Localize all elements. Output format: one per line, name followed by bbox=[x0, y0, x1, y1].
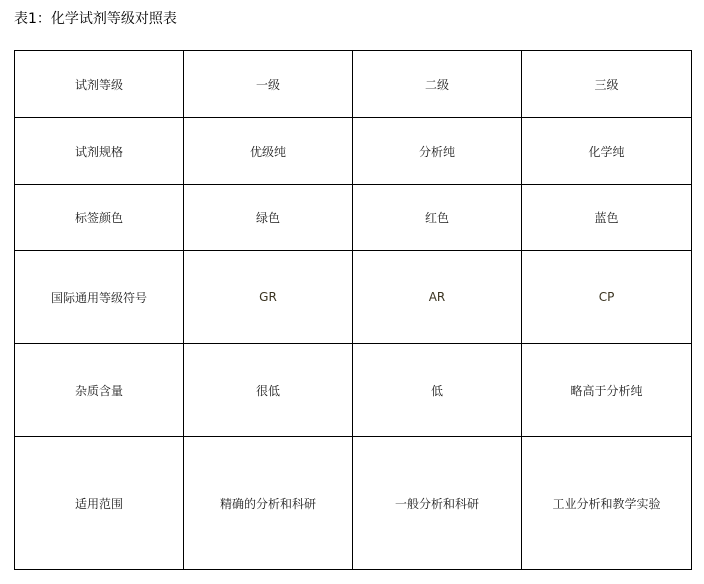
table-cell: 分析纯 bbox=[353, 118, 522, 185]
table-cell: CP bbox=[522, 251, 692, 344]
table-cell: 精确的分析和科研 bbox=[184, 437, 353, 570]
table-cell: 红色 bbox=[353, 185, 522, 251]
table-row-spec bbox=[15, 118, 692, 185]
table-caption: 表1：化学试剂等级对照表 bbox=[14, 11, 177, 27]
row-header-cell: 标签颜色 bbox=[15, 185, 184, 251]
reagent-grade-table bbox=[14, 50, 692, 570]
table-cell: 一般分析和科研 bbox=[353, 437, 522, 570]
table-cell: 工业分析和教学实验 bbox=[522, 437, 692, 570]
table-cell: 优级纯 bbox=[184, 118, 353, 185]
table-row-label-color bbox=[15, 185, 692, 251]
row-header-cell: 杂质含量 bbox=[15, 344, 184, 437]
table-cell: 三级 bbox=[522, 51, 692, 118]
table-cell: 一级 bbox=[184, 51, 353, 118]
table-cell: AR bbox=[353, 251, 522, 344]
table-cell: 绿色 bbox=[184, 185, 353, 251]
table-cell: 蓝色 bbox=[522, 185, 692, 251]
table-cell: GR bbox=[184, 251, 353, 344]
table-row-grade bbox=[15, 51, 692, 118]
row-header-cell: 试剂等级 bbox=[15, 51, 184, 118]
table-cell: 低 bbox=[353, 344, 522, 437]
table-cell: 二级 bbox=[353, 51, 522, 118]
table-cell: 很低 bbox=[184, 344, 353, 437]
table-cell: 化学纯 bbox=[522, 118, 692, 185]
table-row-usage bbox=[15, 437, 692, 570]
table-row-impurity bbox=[15, 344, 692, 437]
table-row-symbol bbox=[15, 251, 692, 344]
row-header-cell: 试剂规格 bbox=[15, 118, 184, 185]
table-cell: 略高于分析纯 bbox=[522, 344, 692, 437]
row-header-cell: 适用范围 bbox=[15, 437, 184, 570]
row-header-cell: 国际通用等级符号 bbox=[15, 251, 184, 344]
